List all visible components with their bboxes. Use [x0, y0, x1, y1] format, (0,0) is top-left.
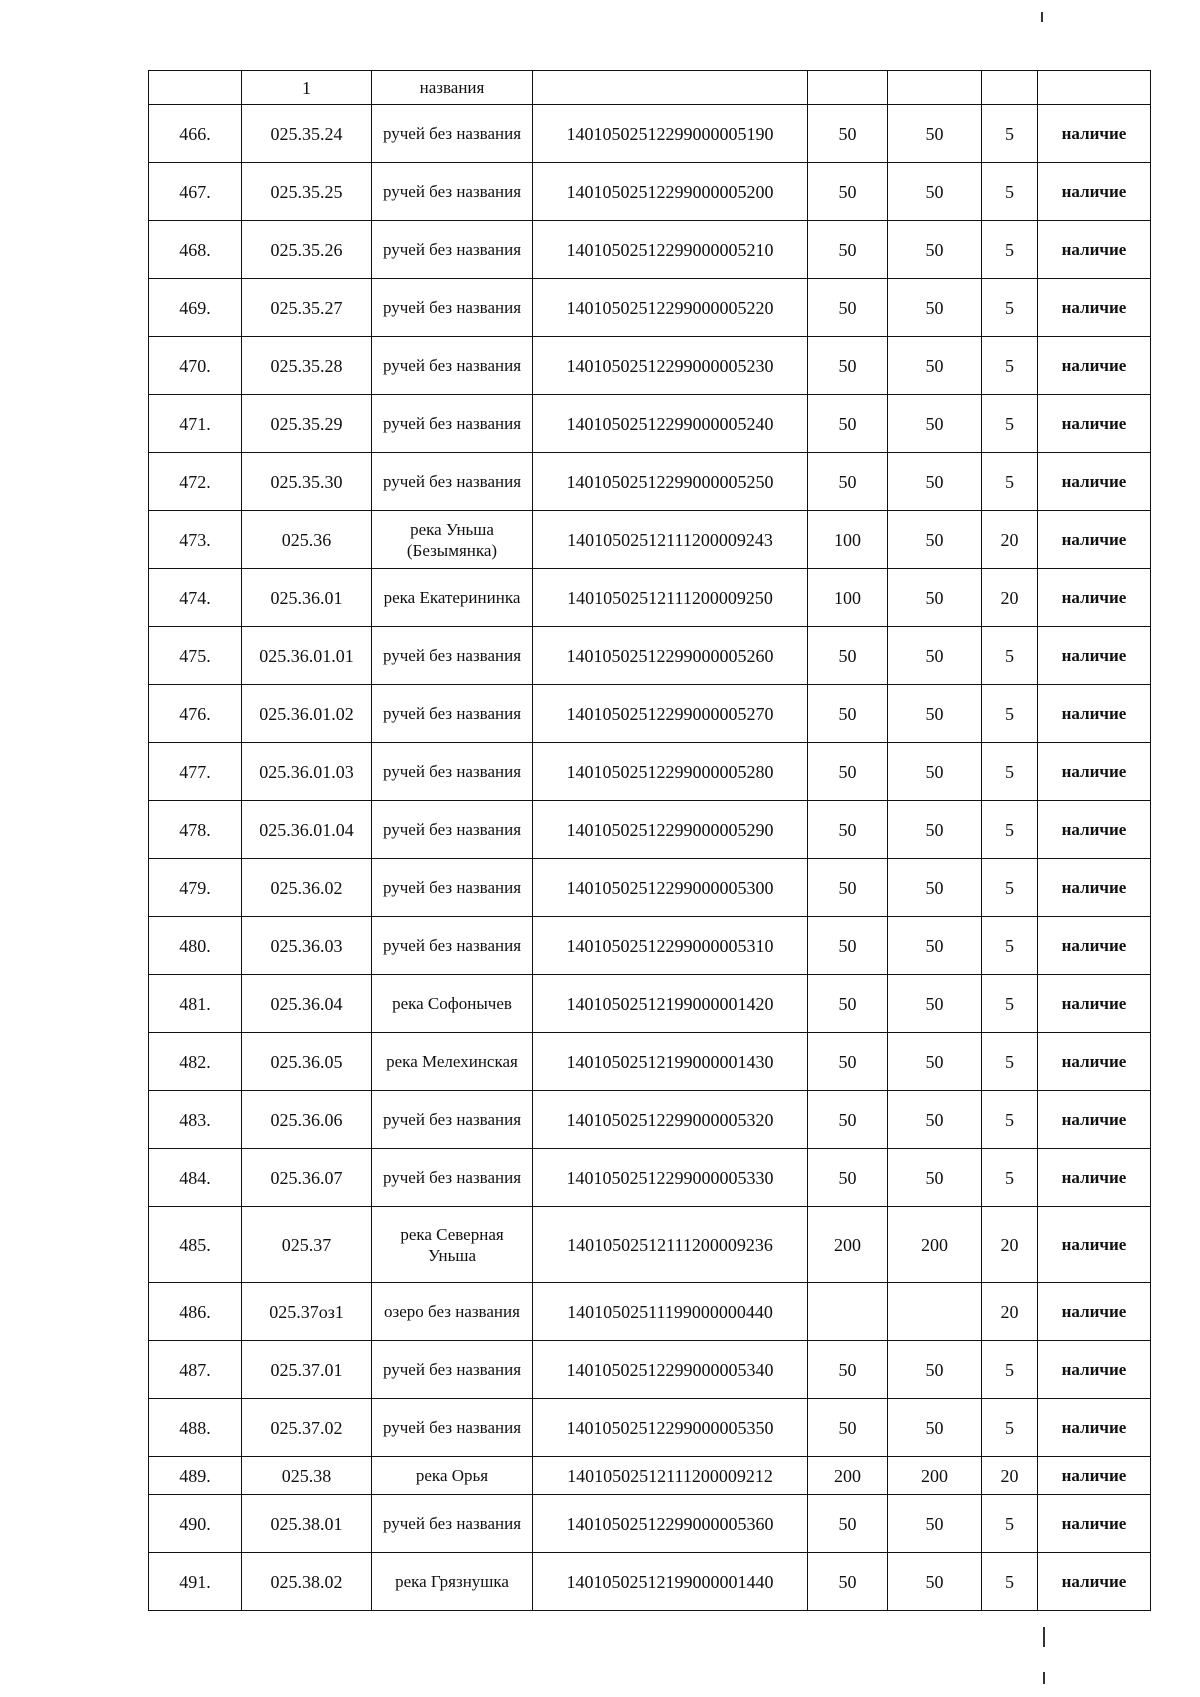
row-number-cell: 474.: [149, 569, 242, 627]
code-cell: 1: [242, 71, 372, 105]
value-1-cell: 50: [808, 1341, 888, 1399]
value-1-cell: 50: [808, 453, 888, 511]
row-number-cell: 477.: [149, 743, 242, 801]
registry-number-cell: 14010502512199000001430: [533, 1033, 808, 1091]
status-cell: [1038, 71, 1151, 105]
status-cell: наличие: [1038, 163, 1151, 221]
value-1-cell: [808, 71, 888, 105]
object-name-cell: река Уньша (Безымянка): [372, 511, 533, 569]
registry-number-cell: 14010502512111200009236: [533, 1207, 808, 1283]
value-1-cell: 50: [808, 859, 888, 917]
code-cell: 025.36.02: [242, 859, 372, 917]
table-row: [149, 279, 1151, 337]
code-cell: 025.36.01: [242, 569, 372, 627]
status-cell: наличие: [1038, 627, 1151, 685]
registry-number-cell: 14010502512299000005280: [533, 743, 808, 801]
scan-mark: [1043, 1672, 1045, 1684]
table-row: [149, 453, 1151, 511]
object-name-cell: река Екатерининка: [372, 569, 533, 627]
registry-number-cell: 14010502512111200009250: [533, 569, 808, 627]
table-row: [149, 975, 1151, 1033]
value-2-cell: 50: [888, 1033, 982, 1091]
status-cell: наличие: [1038, 279, 1151, 337]
table-row: [149, 627, 1151, 685]
value-1-cell: 50: [808, 975, 888, 1033]
table-row: [149, 71, 1151, 105]
value-3-cell: 5: [982, 801, 1038, 859]
value-1-cell: 50: [808, 1033, 888, 1091]
value-2-cell: 50: [888, 1553, 982, 1611]
value-2-cell: 50: [888, 1341, 982, 1399]
object-name-cell: ручей без названия: [372, 917, 533, 975]
status-cell: наличие: [1038, 1553, 1151, 1611]
value-3-cell: 5: [982, 743, 1038, 801]
table-row: [149, 163, 1151, 221]
value-3-cell: 5: [982, 685, 1038, 743]
table-row: [149, 337, 1151, 395]
value-1-cell: 50: [808, 395, 888, 453]
row-number-cell: 476.: [149, 685, 242, 743]
status-cell: наличие: [1038, 1283, 1151, 1341]
object-name-cell: река Грязнушка: [372, 1553, 533, 1611]
status-cell: наличие: [1038, 453, 1151, 511]
value-3-cell: [982, 71, 1038, 105]
table-row: [149, 1553, 1151, 1611]
value-1-cell: 50: [808, 221, 888, 279]
value-3-cell: 5: [982, 395, 1038, 453]
value-3-cell: 5: [982, 453, 1038, 511]
row-number-cell: 484.: [149, 1149, 242, 1207]
object-name-cell: ручей без названия: [372, 163, 533, 221]
status-cell: наличие: [1038, 1033, 1151, 1091]
code-cell: 025.35.27: [242, 279, 372, 337]
row-number-cell: 491.: [149, 1553, 242, 1611]
object-name-cell: ручей без названия: [372, 685, 533, 743]
code-cell: 025.37.01: [242, 1341, 372, 1399]
value-1-cell: [808, 1283, 888, 1341]
registry-number-cell: 14010502512299000005350: [533, 1399, 808, 1457]
status-cell: наличие: [1038, 1207, 1151, 1283]
table-row: [149, 1399, 1151, 1457]
table-body: [149, 71, 1151, 1611]
object-name-cell: ручей без названия: [372, 221, 533, 279]
value-3-cell: 5: [982, 1091, 1038, 1149]
row-number-cell: 473.: [149, 511, 242, 569]
registry-number-cell: 14010502512299000005250: [533, 453, 808, 511]
code-cell: 025.36: [242, 511, 372, 569]
registry-number-cell: 14010502512299000005270: [533, 685, 808, 743]
status-cell: наличие: [1038, 685, 1151, 743]
table-row: [149, 1495, 1151, 1553]
value-1-cell: 50: [808, 627, 888, 685]
object-name-cell: река Орья: [372, 1457, 533, 1495]
table-row: [149, 685, 1151, 743]
value-2-cell: 200: [888, 1207, 982, 1283]
value-3-cell: 5: [982, 279, 1038, 337]
registry-number-cell: 14010502512299000005220: [533, 279, 808, 337]
value-1-cell: 50: [808, 801, 888, 859]
value-1-cell: 200: [808, 1207, 888, 1283]
value-2-cell: 200: [888, 1457, 982, 1495]
registry-number-cell: 14010502512111200009243: [533, 511, 808, 569]
table-row: [149, 221, 1151, 279]
table-row: [149, 743, 1151, 801]
row-number-cell: 489.: [149, 1457, 242, 1495]
code-cell: 025.35.28: [242, 337, 372, 395]
value-2-cell: 50: [888, 975, 982, 1033]
object-name-cell: ручей без названия: [372, 1495, 533, 1553]
registry-number-cell: 14010502512299000005260: [533, 627, 808, 685]
row-number-cell: 472.: [149, 453, 242, 511]
object-name-cell: названия: [372, 71, 533, 105]
registry-number-cell: 14010502512299000005290: [533, 801, 808, 859]
object-name-cell: ручей без названия: [372, 1341, 533, 1399]
table-row: [149, 105, 1151, 163]
code-cell: 025.35.30: [242, 453, 372, 511]
value-2-cell: 50: [888, 221, 982, 279]
row-number-cell: 475.: [149, 627, 242, 685]
object-name-cell: ручей без названия: [372, 743, 533, 801]
value-3-cell: 5: [982, 1495, 1038, 1553]
row-number-cell: 490.: [149, 1495, 242, 1553]
code-cell: 025.38.01: [242, 1495, 372, 1553]
table-row: [149, 1033, 1151, 1091]
value-2-cell: 50: [888, 743, 982, 801]
scan-mark: [1043, 1627, 1045, 1647]
object-name-cell: ручей без названия: [372, 395, 533, 453]
value-2-cell: 50: [888, 1091, 982, 1149]
registry-number-cell: [533, 71, 808, 105]
status-cell: наличие: [1038, 337, 1151, 395]
code-cell: 025.36.04: [242, 975, 372, 1033]
status-cell: наличие: [1038, 1457, 1151, 1495]
value-1-cell: 50: [808, 337, 888, 395]
status-cell: наличие: [1038, 1495, 1151, 1553]
table-row: [149, 801, 1151, 859]
value-3-cell: 5: [982, 975, 1038, 1033]
value-2-cell: [888, 71, 982, 105]
code-cell: 025.37.02: [242, 1399, 372, 1457]
registry-number-cell: 14010502512111200009212: [533, 1457, 808, 1495]
value-3-cell: 5: [982, 163, 1038, 221]
row-number-cell: 468.: [149, 221, 242, 279]
row-number-cell: 485.: [149, 1207, 242, 1283]
value-1-cell: 50: [808, 685, 888, 743]
value-2-cell: 50: [888, 569, 982, 627]
object-name-cell: река Мелехинская: [372, 1033, 533, 1091]
table-row: [149, 395, 1151, 453]
code-cell: 025.36.01.02: [242, 685, 372, 743]
row-number-cell: [149, 71, 242, 105]
registry-number-cell: 14010502512299000005360: [533, 1495, 808, 1553]
value-3-cell: 20: [982, 511, 1038, 569]
object-name-cell: река Северная Уньша: [372, 1207, 533, 1283]
code-cell: 025.36.01.01: [242, 627, 372, 685]
value-3-cell: 5: [982, 337, 1038, 395]
registry-number-cell: 14010502512299000005340: [533, 1341, 808, 1399]
object-name-cell: ручей без названия: [372, 801, 533, 859]
status-cell: наличие: [1038, 1149, 1151, 1207]
object-name-cell: ручей без названия: [372, 1091, 533, 1149]
value-3-cell: 20: [982, 1457, 1038, 1495]
status-cell: наличие: [1038, 801, 1151, 859]
row-number-cell: 470.: [149, 337, 242, 395]
value-2-cell: 50: [888, 163, 982, 221]
row-number-cell: 483.: [149, 1091, 242, 1149]
value-1-cell: 50: [808, 743, 888, 801]
status-cell: наличие: [1038, 569, 1151, 627]
row-number-cell: 466.: [149, 105, 242, 163]
code-cell: 025.36.01.03: [242, 743, 372, 801]
registry-number-cell: 14010502512299000005310: [533, 917, 808, 975]
object-name-cell: озеро без названия: [372, 1283, 533, 1341]
registry-number-cell: 14010502512199000001420: [533, 975, 808, 1033]
value-1-cell: 50: [808, 1399, 888, 1457]
value-3-cell: 5: [982, 917, 1038, 975]
value-1-cell: 50: [808, 105, 888, 163]
table-row: [149, 917, 1151, 975]
code-cell: 025.38: [242, 1457, 372, 1495]
value-3-cell: 5: [982, 221, 1038, 279]
value-2-cell: 50: [888, 511, 982, 569]
status-cell: наличие: [1038, 743, 1151, 801]
value-3-cell: 5: [982, 627, 1038, 685]
value-1-cell: 50: [808, 1091, 888, 1149]
registry-number-cell: 14010502512299000005240: [533, 395, 808, 453]
table-row: [149, 1283, 1151, 1341]
registry-number-cell: 14010502512299000005320: [533, 1091, 808, 1149]
document-page: [148, 70, 1150, 1611]
row-number-cell: 481.: [149, 975, 242, 1033]
scan-mark: [1041, 12, 1043, 22]
value-2-cell: 50: [888, 279, 982, 337]
row-number-cell: 478.: [149, 801, 242, 859]
object-name-cell: ручей без названия: [372, 859, 533, 917]
object-name-cell: ручей без названия: [372, 627, 533, 685]
object-name-cell: река Софонычев: [372, 975, 533, 1033]
registry-number-cell: 14010502512299000005200: [533, 163, 808, 221]
object-name-cell: ручей без названия: [372, 1149, 533, 1207]
row-number-cell: 486.: [149, 1283, 242, 1341]
registry-number-cell: 14010502512299000005300: [533, 859, 808, 917]
registry-number-cell: 14010502512299000005330: [533, 1149, 808, 1207]
value-2-cell: [888, 1283, 982, 1341]
value-3-cell: 5: [982, 859, 1038, 917]
status-cell: наличие: [1038, 395, 1151, 453]
value-3-cell: 5: [982, 105, 1038, 163]
status-cell: наличие: [1038, 221, 1151, 279]
value-2-cell: 50: [888, 1149, 982, 1207]
registry-number-cell: 14010502512299000005210: [533, 221, 808, 279]
row-number-cell: 469.: [149, 279, 242, 337]
value-3-cell: 5: [982, 1341, 1038, 1399]
status-cell: наличие: [1038, 1399, 1151, 1457]
status-cell: наличие: [1038, 511, 1151, 569]
status-cell: наличие: [1038, 917, 1151, 975]
row-number-cell: 482.: [149, 1033, 242, 1091]
object-name-cell: ручей без названия: [372, 337, 533, 395]
row-number-cell: 480.: [149, 917, 242, 975]
status-cell: наличие: [1038, 1091, 1151, 1149]
value-2-cell: 50: [888, 337, 982, 395]
code-cell: 025.36.01.04: [242, 801, 372, 859]
row-number-cell: 488.: [149, 1399, 242, 1457]
registry-number-cell: 14010502512299000005190: [533, 105, 808, 163]
code-cell: 025.35.29: [242, 395, 372, 453]
object-name-cell: ручей без названия: [372, 1399, 533, 1457]
row-number-cell: 467.: [149, 163, 242, 221]
value-1-cell: 50: [808, 917, 888, 975]
registry-number-cell: 14010502512299000005230: [533, 337, 808, 395]
table-row: [149, 1091, 1151, 1149]
water-objects-table: [148, 70, 1151, 1611]
value-2-cell: 50: [888, 105, 982, 163]
value-1-cell: 50: [808, 1553, 888, 1611]
row-number-cell: 487.: [149, 1341, 242, 1399]
value-3-cell: 20: [982, 1283, 1038, 1341]
value-2-cell: 50: [888, 453, 982, 511]
row-number-cell: 471.: [149, 395, 242, 453]
table-row: [149, 569, 1151, 627]
table-row: [149, 1457, 1151, 1495]
value-2-cell: 50: [888, 1495, 982, 1553]
code-cell: 025.36.07: [242, 1149, 372, 1207]
value-1-cell: 100: [808, 569, 888, 627]
table-row: [149, 1207, 1151, 1283]
code-cell: 025.37: [242, 1207, 372, 1283]
value-3-cell: 20: [982, 569, 1038, 627]
value-1-cell: 50: [808, 1149, 888, 1207]
object-name-cell: ручей без названия: [372, 279, 533, 337]
code-cell: 025.38.02: [242, 1553, 372, 1611]
table-row: [149, 1149, 1151, 1207]
value-2-cell: 50: [888, 917, 982, 975]
status-cell: наличие: [1038, 105, 1151, 163]
value-3-cell: 5: [982, 1399, 1038, 1457]
value-3-cell: 5: [982, 1553, 1038, 1611]
status-cell: наличие: [1038, 1341, 1151, 1399]
value-3-cell: 5: [982, 1149, 1038, 1207]
table-row: [149, 859, 1151, 917]
code-cell: 025.35.26: [242, 221, 372, 279]
value-1-cell: 50: [808, 1495, 888, 1553]
table-row: [149, 511, 1151, 569]
value-2-cell: 50: [888, 1399, 982, 1457]
value-1-cell: 100: [808, 511, 888, 569]
value-1-cell: 200: [808, 1457, 888, 1495]
value-2-cell: 50: [888, 801, 982, 859]
table-row: [149, 1341, 1151, 1399]
object-name-cell: ручей без названия: [372, 453, 533, 511]
value-3-cell: 20: [982, 1207, 1038, 1283]
registry-number-cell: 14010502512199000001440: [533, 1553, 808, 1611]
row-number-cell: 479.: [149, 859, 242, 917]
value-2-cell: 50: [888, 627, 982, 685]
value-2-cell: 50: [888, 859, 982, 917]
code-cell: 025.35.24: [242, 105, 372, 163]
status-cell: наличие: [1038, 975, 1151, 1033]
registry-number-cell: 14010502511199000000440: [533, 1283, 808, 1341]
code-cell: 025.36.03: [242, 917, 372, 975]
value-2-cell: 50: [888, 685, 982, 743]
value-1-cell: 50: [808, 163, 888, 221]
code-cell: 025.35.25: [242, 163, 372, 221]
code-cell: 025.37оз1: [242, 1283, 372, 1341]
status-cell: наличие: [1038, 859, 1151, 917]
value-3-cell: 5: [982, 1033, 1038, 1091]
value-1-cell: 50: [808, 279, 888, 337]
value-2-cell: 50: [888, 395, 982, 453]
code-cell: 025.36.05: [242, 1033, 372, 1091]
object-name-cell: ручей без названия: [372, 105, 533, 163]
code-cell: 025.36.06: [242, 1091, 372, 1149]
